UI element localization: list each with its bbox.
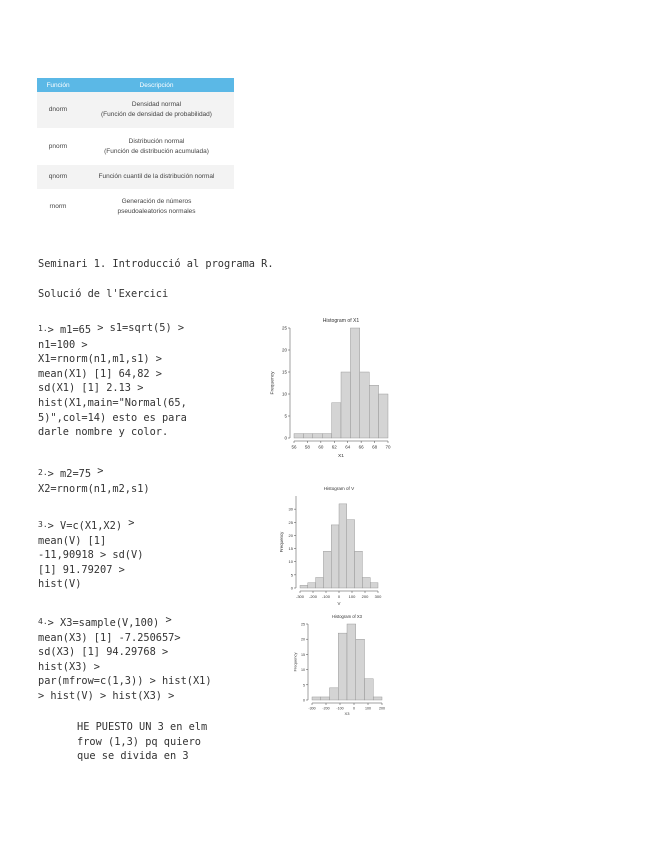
code-line: > m2=75 — [47, 468, 98, 480]
x-axis-label: X3 — [344, 711, 350, 716]
histogram-bar — [321, 697, 330, 700]
histogram-bar — [294, 434, 303, 438]
histogram-bar — [347, 624, 356, 700]
x-tick-label: 0 — [353, 706, 355, 711]
histogram-bar — [379, 394, 388, 438]
y-tick-label: 10 — [288, 559, 293, 565]
table-header-row — [37, 78, 234, 92]
exercise-number: 1. — [38, 324, 48, 333]
code-block: mean(X3) [1] -7.250657> sd(X3) [1] 94.29768 > hist(X3) > par(mfrow=c(1,3)) > hist(X1) > hist(V) > hist(X3) > — [38, 631, 212, 702]
x-tick-label: 100 — [365, 706, 371, 711]
y-tick-label: 30 — [288, 506, 293, 512]
histogram-bar — [331, 525, 339, 588]
y-tick-label: 10 — [281, 391, 287, 397]
x-axis-label: X1 — [338, 454, 344, 459]
x-tick-label: 0 — [337, 594, 341, 599]
histogram-bar — [323, 551, 331, 588]
cell-desc — [79, 128, 234, 165]
cell-desc — [79, 92, 234, 128]
histogram-bar — [300, 585, 308, 588]
y-axis-label: Frequency — [270, 371, 276, 395]
x-tick-label: 60 — [318, 444, 324, 450]
y-tick-label: 20 — [301, 637, 305, 642]
exercise-number: 3. — [38, 520, 48, 529]
exercise-4 — [38, 615, 212, 704]
code-block: mean(V) [1] -11,90918 > sd(V) [1] 91.79207 > hist(V) — [38, 534, 144, 591]
histogram-bar — [332, 403, 341, 438]
histogram-bar — [339, 504, 347, 588]
x-tick-label: 62 — [331, 444, 337, 450]
desc-line: Generación de números — [121, 198, 192, 205]
x-tick-label: -100 — [321, 594, 331, 599]
histogram-bar — [308, 583, 316, 588]
x-tick-label: 200 — [361, 594, 369, 599]
histogram-bar — [356, 639, 365, 700]
exercise-number: 4. — [38, 617, 48, 626]
histogram-bar — [370, 583, 378, 588]
x-tick-label: -200 — [322, 706, 330, 711]
exercise-1 — [38, 322, 187, 440]
histogram-bar — [373, 697, 382, 700]
y-tick-label: 25 — [288, 519, 293, 525]
handwritten-note: HE PUESTO UN 3 en elm frow (1,3) pq quiero que se divida en 3 — [77, 721, 208, 763]
y-axis-label: Frequency — [292, 652, 298, 672]
x-tick-label: 58 — [304, 444, 310, 450]
code-block: n1=100 > X1=rnorm(n1,m1,s1) > mean(X1) [1] 64,82 > sd(X1) [1] 2.13 > hist(X1,main="Normal(65, 5)",col=14) esto es para darle nombre y color. — [38, 338, 187, 439]
histogram-bar — [355, 551, 363, 588]
histogram-bar — [330, 688, 339, 700]
desc-line: pseudoaleatorios normales — [117, 208, 196, 215]
histogram-bar — [360, 372, 369, 438]
code-line: > V=c(X1,X2) — [47, 520, 129, 532]
x-tick-label: -200 — [308, 594, 318, 599]
desc-line: Función cuantil de la distribución normal — [98, 173, 215, 180]
y-tick-label: 15 — [301, 652, 305, 657]
histogram-bar — [316, 577, 324, 588]
x-tick-label: -300 — [308, 706, 316, 711]
y-tick-label: 25 — [301, 622, 305, 627]
chart-title: Histogram of V — [323, 486, 355, 491]
histogram-bar — [362, 577, 370, 588]
y-tick-label: 0 — [284, 435, 287, 441]
y-axis-label: Frequency — [279, 531, 284, 553]
y-tick-label: 10 — [301, 668, 305, 673]
x-axis-label: V — [337, 601, 341, 606]
table-row — [37, 128, 234, 165]
histogram-bar — [350, 328, 359, 438]
document-title: Seminari 1. Introducció al programa R. — [38, 258, 274, 270]
chart-title: Histogram of X1 — [322, 318, 360, 324]
histogram-x1 — [268, 312, 394, 460]
cell-fn: rnorm — [49, 203, 67, 210]
desc-line: Distribución normal — [128, 137, 185, 145]
histogram-bar — [322, 434, 331, 438]
desc-line: (Función de densidad de probabilidad) — [101, 111, 212, 118]
cell-fn: qnorm — [37, 165, 79, 189]
desc-line: Densidad normal — [131, 101, 182, 108]
header-funcion: Función — [37, 78, 79, 92]
histogram-bar — [313, 434, 322, 438]
histogram-bar — [341, 372, 350, 438]
header-descripcion: Descripción — [79, 78, 234, 92]
y-tick-label: 5 — [303, 683, 305, 688]
x-tick-label: 200 — [379, 706, 385, 711]
x-tick-label: -100 — [336, 706, 344, 711]
table-row — [37, 189, 234, 225]
code-line: > — [128, 517, 135, 529]
cell-desc — [79, 189, 234, 225]
cell-fn: dnorm — [37, 92, 79, 128]
code-block: X2=rnorm(n1,m2,s1) — [38, 482, 150, 495]
x-tick-label: 68 — [372, 444, 378, 450]
y-tick-label: 20 — [288, 532, 293, 538]
x-tick-label: 66 — [358, 444, 364, 450]
histogram-bar — [369, 385, 378, 438]
function-table — [37, 78, 234, 225]
code-line: > — [165, 614, 172, 626]
y-tick-label: 15 — [281, 369, 287, 375]
code-line: > X3=sample(V,100) — [47, 617, 166, 629]
table-row — [37, 92, 234, 128]
exercise-3 — [38, 518, 143, 592]
cell-fn: pnorm — [48, 142, 68, 150]
y-tick-label: 20 — [281, 347, 287, 353]
x-tick-label: -300 — [295, 594, 305, 599]
document-subtitle: Solució de l'Exercici — [38, 288, 169, 300]
exercise-2 — [38, 466, 150, 496]
x-tick-label: 100 — [348, 594, 356, 599]
histogram-bar — [303, 434, 312, 438]
x-tick-label: 56 — [291, 444, 297, 450]
code-line: > m1=65 — [47, 324, 98, 336]
desc-line: (Función de distribución acumulada) — [104, 147, 209, 155]
y-tick-label: 5 — [284, 413, 287, 419]
x-tick-label: 64 — [345, 444, 351, 450]
code-line: > s1=sqrt(5) > — [97, 322, 185, 334]
x-tick-label: 300 — [374, 594, 382, 599]
histogram-x3 — [292, 612, 386, 718]
histogram-bar — [338, 633, 347, 700]
y-tick-label: 0 — [303, 698, 305, 703]
code-line: > — [97, 465, 104, 477]
chart-title: Histogram of X3 — [331, 614, 363, 619]
histogram-v — [278, 482, 382, 608]
y-tick-label: 25 — [281, 325, 287, 331]
cell-desc — [79, 165, 234, 189]
exercise-number: 2. — [38, 468, 48, 477]
histogram-bar — [312, 697, 321, 700]
histogram-bar — [347, 520, 355, 588]
y-tick-label: 0 — [290, 585, 293, 591]
x-tick-label: 70 — [385, 444, 391, 450]
y-tick-label: 15 — [288, 546, 293, 552]
histogram-bar — [365, 679, 374, 700]
y-tick-label: 5 — [290, 572, 293, 578]
table-row — [37, 165, 234, 189]
